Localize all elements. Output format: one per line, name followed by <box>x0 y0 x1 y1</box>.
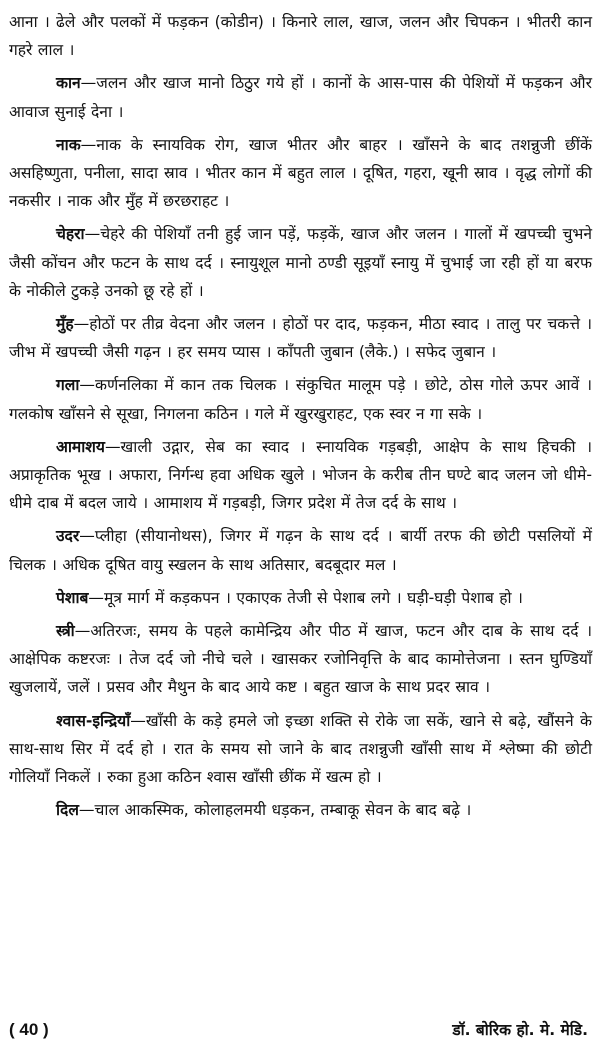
paragraph-text: आना । ढेले और पलकों में फड़कन (कोडीन) । किनारे लाल, खाज, जलन और चिपकन । भीतरी कान गहरे लाल । <box>9 13 592 60</box>
section-heading: नाक <box>56 135 81 154</box>
paragraph-female <box>9 617 592 702</box>
paragraph-stomach <box>9 433 592 518</box>
paragraph-text: —होठों पर तीव्र वेदना और जलन । होठों पर दाद, फड़कन, मीठा स्वाद । तालु पर चकत्ते । जीभ में खपच्ची जैसी गढ़न । हर समय प्यास । काँपती जुबान (लैके.) । सफेद जुबान । <box>9 315 592 362</box>
section-heading: पेशाब <box>56 588 89 607</box>
section-heading: स्त्री <box>56 622 75 641</box>
paragraph-continued <box>9 8 592 64</box>
section-heading: गला <box>56 376 80 395</box>
paragraph-text: —नाक के स्नायविक रोग, खाज भीतर और बाहर । खाँसने के बाद तशन्नुजी छींकें असहिष्णुता, पनीला, सादा स्राव । भीतर कान में बहुत लाल । दूषित, गहरा, खूनी स्राव । वृद्ध लोगों की नकसीर । नाक और मुँह में छरछराहट । <box>9 135 592 211</box>
paragraph-text: —मूत्र मार्ग में कड़कपन । एकाएक तेजी से पेशाब लगे । घड़ी-घड़ी पेशाब हो । <box>88 588 523 607</box>
paragraph-text: —जलन और खाज मानो ठिठुर गये हों । कानों के आस-पास की पेशियों में फड़कन और आवाज सुनाई देना । <box>9 74 592 121</box>
running-footer-title: डॉ. बोरिक हो. मे. मेडि. <box>452 1021 588 1039</box>
paragraph-text: —चाल आकस्मिक, कोलाहलमयी धड़कन, तम्बाकू सेवन के बाद बढ़े । <box>78 801 472 820</box>
paragraph-text: —अतिरजः, समय के पहले कामेन्द्रिय और पीठ में खाज, फटन और दाब के साथ दर्द । आक्षेपिक कष्टरजः । तेज दर्द जो नीचे चले । खासकर रजोनिवृत्ति के बाद कामोत्तेजना । स्तन घुण्डियाँ खुजलायें, जलें । प्रसव और मैथुन के बाद आये कष्ट । बहुत खाज के साथ प्रदर स्राव । <box>9 622 592 697</box>
section-heading: मुँह <box>56 315 74 334</box>
section-heading: दिल <box>56 801 79 820</box>
paragraph-face <box>9 220 592 305</box>
section-heading: आमाशय <box>56 437 105 456</box>
paragraph-respiratory <box>9 707 592 792</box>
paragraph-urine <box>9 584 592 612</box>
section-heading: श्वास-इन्द्रियाँ <box>56 711 131 730</box>
paragraph-mouth <box>9 310 592 366</box>
page-footer <box>9 1018 588 1042</box>
paragraph-heart <box>9 796 592 824</box>
paragraph-throat <box>9 371 592 427</box>
paragraph-ear <box>9 69 592 125</box>
section-heading: कान <box>56 74 81 93</box>
page-body <box>9 8 592 824</box>
section-heading: उदर <box>56 527 80 546</box>
section-heading: चेहरा <box>56 225 85 244</box>
paragraph-abdomen <box>9 522 592 578</box>
paragraph-text: —कर्णनलिका में कान तक चिलक । संकुचित मालूम पड़े । छोटे, ठोस गोले ऊपर आवें । गलकोष खाँसने से सूखा, निगलना कठिन । गले में खुरखुराहट, एक स्वर न गा सके । <box>9 376 592 423</box>
paragraph-nose <box>9 131 592 216</box>
paragraph-text: —खाँसी के कड़े हमले जो इच्छा शक्ति से रोके जा सकें, खाने से बढ़े, खौंसने के साथ-साथ सिर में दर्द हो । रात के समय सो जाने के बाद तशन्नुजी खाँसी साथ में श्लेष्मा की छोटी गोलियाँ निकलें । रुका हुआ कठिन श्वास खाँसी छींक में खत्म हो । <box>9 711 592 787</box>
page-number: ( 40 ) <box>9 1020 49 1039</box>
paragraph-text: —प्लीहा (सीयानोथस), जिगर में गढ़न के साथ दर्द । बार्यी तरफ की छोटी पसलियों में चिलक । अधिक दूषित वायु स्खलन के साथ अतिसार, बदबूदार मल । <box>9 527 592 574</box>
paragraph-text: —चेहरे की पेशियाँ तनी हुई जान पड़ें, फड़कें, खाज और जलन । गालों में खपच्ची चुभने जैसी कोंचन और फटन के साथ दर्द । स्नायुशूल मानो ठण्डी सूइयाँ स्नायु में चुभाई जा रही हों या बरफ के नोकीले टुकड़े उनको छू रहे हों । <box>9 225 592 300</box>
paragraph-text: —खाली उद्गार, सेब का स्वाद । स्नायविक गड़बड़ी, आक्षेप के साथ हिचकी । अप्राकृतिक भूख । अफारा, निर्गन्ध हवा अधिक खुले । भोजन के करीब तीन घण्टे बाद जलन जो धीमे-धीमे दाब में बदल जाये । आमाशय में गड़बड़ी, जिगर प्रदेश में तेज दर्द के साथ । <box>9 437 592 513</box>
